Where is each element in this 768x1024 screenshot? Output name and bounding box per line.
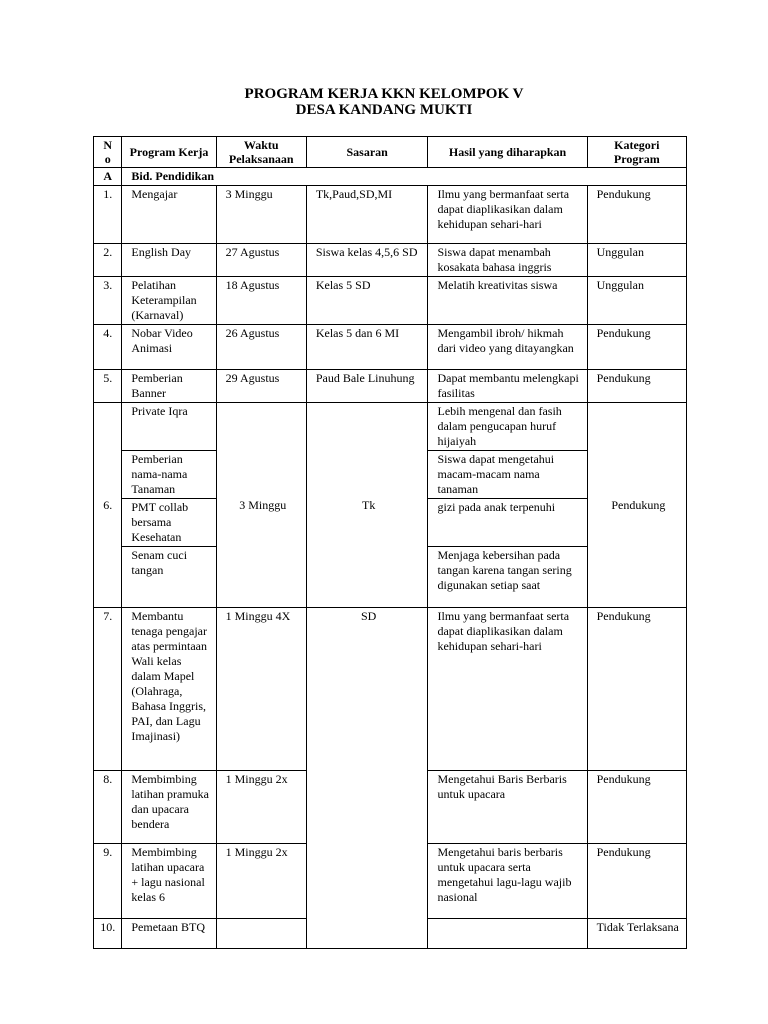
header-program: Program Kerja [122, 137, 216, 168]
row-kategori: Tidak Terlaksana [587, 919, 686, 949]
table-row [94, 325, 687, 370]
row-hasil: Siswa dapat mengetahui macam-macam nama tanaman [428, 451, 587, 499]
row-waktu: 29 Agustus [216, 370, 306, 403]
table-row [94, 403, 687, 451]
row-program: Mengajar [122, 186, 216, 244]
row-waktu: 1 Minggu 2x [216, 844, 306, 919]
row-kategori: Unggulan [587, 277, 686, 325]
row-program: Nobar Video Animasi [122, 325, 216, 370]
row-kategori: Pendukung [587, 325, 686, 370]
section-label: Bid. Pendidikan [122, 168, 687, 186]
header-waktu: Waktu Pelaksanaan [216, 137, 306, 168]
row-waktu: 1 Minggu 4X [216, 608, 306, 771]
row-program: Senam cuci tangan [122, 547, 216, 608]
row-program: Membimbing latihan upacara + lagu nasional kelas 6 [122, 844, 216, 919]
program-table [93, 136, 687, 949]
row-program: Private Iqra [122, 403, 216, 451]
row-hasil: gizi pada anak terpenuhi [428, 499, 587, 547]
row-waktu: 18 Agustus [216, 277, 306, 325]
row-hasil: Mengetahui Baris Berbaris untuk upacara [428, 771, 587, 844]
title-line-2: DESA KANDANG MUKTI [295, 102, 473, 118]
header-sasaran: Sasaran [306, 137, 428, 168]
table-row [94, 186, 687, 244]
title-line-1: PROGRAM KERJA KKN KELOMPOK V [244, 86, 524, 102]
row-program: Pelatihan Keterampilan (Karnaval) [122, 277, 216, 325]
row-program: PMT collab bersama Kesehatan [122, 499, 216, 547]
row-hasil: Siswa dapat menambah kosakata bahasa inggris [428, 244, 587, 277]
row-waktu: 1 Minggu 2x [216, 771, 306, 844]
row-waktu: 3 Minggu [216, 186, 306, 244]
row-kategori: Pendukung [587, 403, 686, 608]
row-hasil: Ilmu yang bermanfaat serta dapat diaplikasikan dalam kehidupan sehari-hari [428, 608, 587, 771]
row-kategori: Pendukung [587, 186, 686, 244]
row-program: Pemberian Banner [122, 370, 216, 403]
row-waktu: 3 Minggu [216, 403, 306, 608]
row-kategori: Pendukung [587, 844, 686, 919]
row-hasil: Mengambil ibroh/ hikmah dari video yang ditayangkan [428, 325, 587, 370]
row-program: Membantu tenaga pengajar atas permintaan Wali kelas dalam Mapel (Olahraga, Bahasa Inggris, PAI, dan Lagu Imajinasi) [122, 608, 216, 771]
row-kategori: Pendukung [587, 608, 686, 771]
row-waktu: 27 Agustus [216, 244, 306, 277]
header-hasil: Hasil yang diharapkan [428, 137, 587, 168]
row-no: 2. [94, 244, 122, 277]
row-no: 9. [94, 844, 122, 919]
header-no: N o [94, 137, 122, 168]
row-hasil: Menjaga kebersihan pada tangan karena tangan sering digunakan setiap saat [428, 547, 587, 608]
table-row [94, 244, 687, 277]
row-sasaran: Tk,Paud,SD,MI [306, 186, 428, 244]
row-sasaran: Kelas 5 dan 6 MI [306, 325, 428, 370]
row-no: 5. [94, 370, 122, 403]
row-hasil: Dapat membantu melengkapi fasilitas [428, 370, 587, 403]
table-row [94, 608, 687, 771]
row-waktu: 26 Agustus [216, 325, 306, 370]
section-row [94, 168, 687, 186]
row-sasaran: Kelas 5 SD [306, 277, 428, 325]
row-program: Pemberian nama-nama Tanaman [122, 451, 216, 499]
row-waktu [216, 919, 306, 949]
row-sasaran: Paud Bale Linuhung [306, 370, 428, 403]
document-title [0, 86, 768, 118]
row-sasaran: Siswa kelas 4,5,6 SD [306, 244, 428, 277]
row-program: Membimbing latihan pramuka dan upacara bendera [122, 771, 216, 844]
row-no: 3. [94, 277, 122, 325]
header-kategori: Kategori Program [587, 137, 686, 168]
row-hasil: Ilmu yang bermanfaat serta dapat diaplikasikan dalam kehidupan sehari-hari [428, 186, 587, 244]
row-hasil [428, 919, 587, 949]
section-code: A [94, 168, 122, 186]
row-hasil: Melatih kreativitas siswa [428, 277, 587, 325]
row-sasaran: Tk [306, 403, 428, 608]
table-row [94, 277, 687, 325]
row-no: 1. [94, 186, 122, 244]
row-no: 4. [94, 325, 122, 370]
row-sasaran: SD [306, 608, 428, 949]
row-kategori: Pendukung [587, 370, 686, 403]
row-hasil: Lebih mengenal dan fasih dalam pengucapan huruf hijaiyah [428, 403, 587, 451]
row-no: 8. [94, 771, 122, 844]
row-kategori: Pendukung [587, 771, 686, 844]
row-program: English Day [122, 244, 216, 277]
table-row [94, 370, 687, 403]
row-no: 6. [94, 403, 122, 608]
row-hasil: Mengetahui baris berbaris untuk upacara serta mengetahui lagu-lagu wajib nasional [428, 844, 587, 919]
row-no: 7. [94, 608, 122, 771]
row-kategori: Unggulan [587, 244, 686, 277]
table-header-row [94, 137, 687, 168]
row-no: 10. [94, 919, 122, 949]
row-program: Pemetaan BTQ [122, 919, 216, 949]
